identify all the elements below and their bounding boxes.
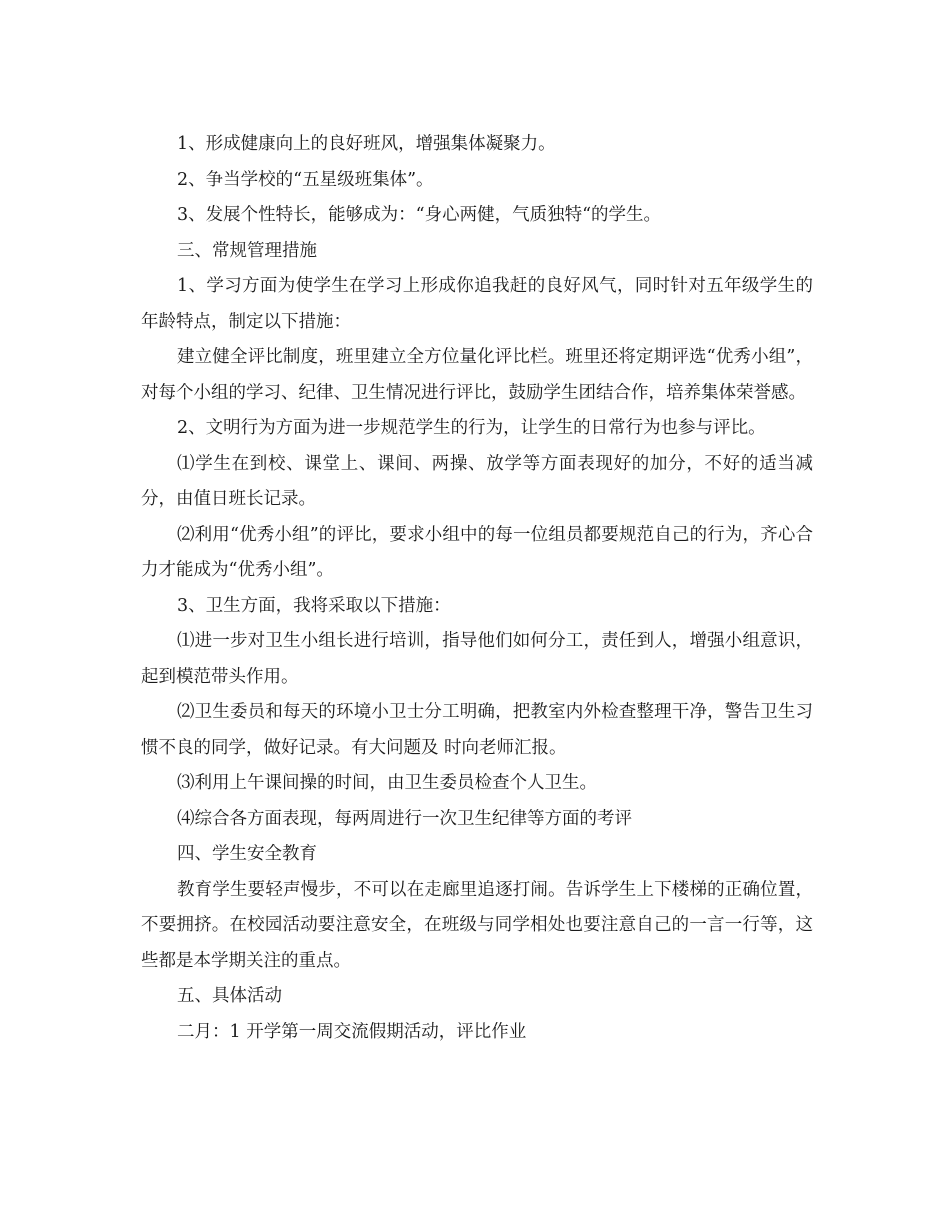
february-activity-paragraph: 二月：1 开学第一周交流假期活动，评比作业: [177, 1021, 527, 1042]
hygiene-item-1: ⑴进一步对卫生小组长进行培训，指导他们如何分工，责任到人，增强小组意识，起到模范带头作用。: [141, 631, 813, 687]
safety-education-paragraph: 教育学生要轻声慢步，不可以在走廊里追逐打闹。告诉学生上下楼梯的正确位置，不要拥挤。在校园活动要注意安全，在班级与同学相处也要注意自己的一言一行等，这些都是本学期关注的重点。: [141, 879, 813, 971]
evaluation-system-paragraph: 建立健全评比制度，班里建立全方位量化评比栏。班里还将定期评选“优秀小组”，对每个小组的学习、纪律、卫生情况进行评比，鼓励学生团结合作，培养集体荣誉感。: [141, 347, 813, 403]
hygiene-item-4: ⑷综合各方面表现，每两周进行一次卫生纪律等方面的考评: [177, 808, 632, 829]
behavior-item-1: ⑴学生在到校、课堂上、课间、两操、放学等方面表现好的加分，不好的适当减分，由值日班长记录。: [141, 453, 813, 509]
section-heading-4: 四、学生安全教育: [177, 844, 317, 864]
document-body: [141, 127, 813, 1050]
study-measures-paragraph: 1、学习方面为使学生在学习上形成你追我赶的良好风气，同时针对五年级学生的年龄特点，制定以下措施：: [141, 276, 813, 332]
goal-item-2: 2、争当学校的“五星级班集体”。: [177, 169, 434, 190]
goal-item-1: 1、形成健康向上的良好班风，增强集体凝聚力。: [177, 134, 556, 154]
goal-item-3: 3、发展个性特长，能够成为：“身心两健，气质独特“的学生。: [177, 205, 662, 225]
hygiene-item-2: ⑵卫生委员和每天的环境小卫士分工明确，把教室内外检查整理干净，警告卫生习惯不良的同学，做好记录。有大问题及 时向老师汇报。: [141, 702, 813, 758]
hygiene-item-3: ⑶利用上午课间操的时间，由卫生委员检查个人卫生。: [177, 773, 597, 793]
section-heading-3: 三、常规管理措施: [177, 240, 317, 261]
section-heading-5: 五、具体活动: [177, 986, 282, 1006]
hygiene-paragraph: 3、卫生方面，我将采取以下措施：: [177, 595, 451, 616]
behavior-item-2: ⑵利用“优秀小组”的评比，要求小组中的每一位组员都要规范自己的行为，齐心合力才能成为“优秀小组”。: [141, 524, 813, 580]
civilized-behavior-paragraph: 2、文明行为方面为进一步规范学生的行为，让学生的日常行为也参与评比。: [177, 418, 766, 438]
